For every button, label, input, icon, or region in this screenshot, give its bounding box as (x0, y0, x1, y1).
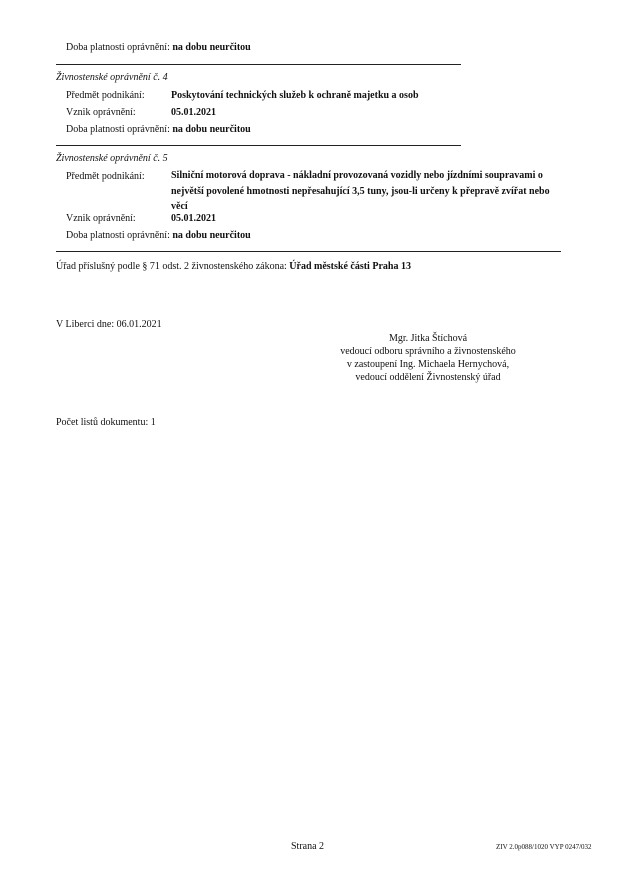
licence-4-heading: Živnostenské oprávnění č. 4 (56, 72, 168, 83)
signature-substitute: v zastoupení Ing. Michaela Hernychová, (346, 359, 510, 370)
validity-value: na dobu neurčitou (172, 42, 251, 53)
validity-label: Doba platnosti oprávnění: (66, 124, 170, 135)
origin-label: Vznik oprávnění: (66, 213, 136, 224)
signature-position: vedoucí odboru správního a živnostenského (340, 346, 516, 357)
divider (56, 145, 461, 146)
office-value: Úřad městské části Praha 13 (289, 261, 411, 272)
office-row (56, 261, 411, 273)
sheet-count: Počet listů dokumentu: 1 (56, 417, 156, 428)
validity-value: na dobu neurčitou (172, 124, 251, 135)
signature-block (318, 332, 538, 384)
validity-label: Doba platnosti oprávnění: (66, 42, 170, 53)
document-code: ZIV 2.0p088/1020 VYP 0247/032 (496, 843, 592, 851)
licence-5-validity-row (66, 230, 251, 242)
signature-name: Mgr. Jitka Štíchová (388, 333, 468, 344)
subject-value: Poskytování technických služeb k ochraně majetku a osob (171, 90, 419, 101)
licence-5-subject-value: Silniční motorová doprava - nákladní provozovaná vozidly nebo jízdními soupravami o největší povolené hmotnosti nepřesahující 3,5 tuny, jsou-li určeny k přepravě zvířat nebo věcí (171, 170, 550, 212)
office-label: Úřad příslušný podle § 71 odst. 2 živnostenského zákona: (56, 261, 287, 272)
place-date: V Liberci dne: 06.01.2021 (56, 319, 162, 330)
validity-label: Doba platnosti oprávnění: (66, 230, 170, 241)
licence-5-subject-label: Předmět podnikání: (66, 171, 145, 182)
validity-row (66, 42, 251, 54)
origin-label: Vznik oprávnění: (66, 107, 136, 118)
signature-substitute-position: vedoucí oddělení Živnostenský úřad (355, 372, 501, 383)
page-number: Strana 2 (291, 841, 325, 852)
subject-label: Předmět podnikání: (66, 90, 145, 101)
licence-4-subject-row (66, 90, 419, 102)
divider (56, 64, 461, 65)
licence-5-origin-row (66, 213, 216, 225)
validity-value: na dobu neurčitou (172, 230, 251, 241)
divider (56, 251, 561, 252)
licence-5-heading: Živnostenské oprávnění č. 5 (56, 153, 168, 164)
origin-value: 05.01.2021 (171, 107, 216, 118)
origin-value: 05.01.2021 (171, 213, 216, 224)
licence-4-validity-row (66, 124, 251, 136)
licence-4-origin-row (66, 107, 216, 119)
